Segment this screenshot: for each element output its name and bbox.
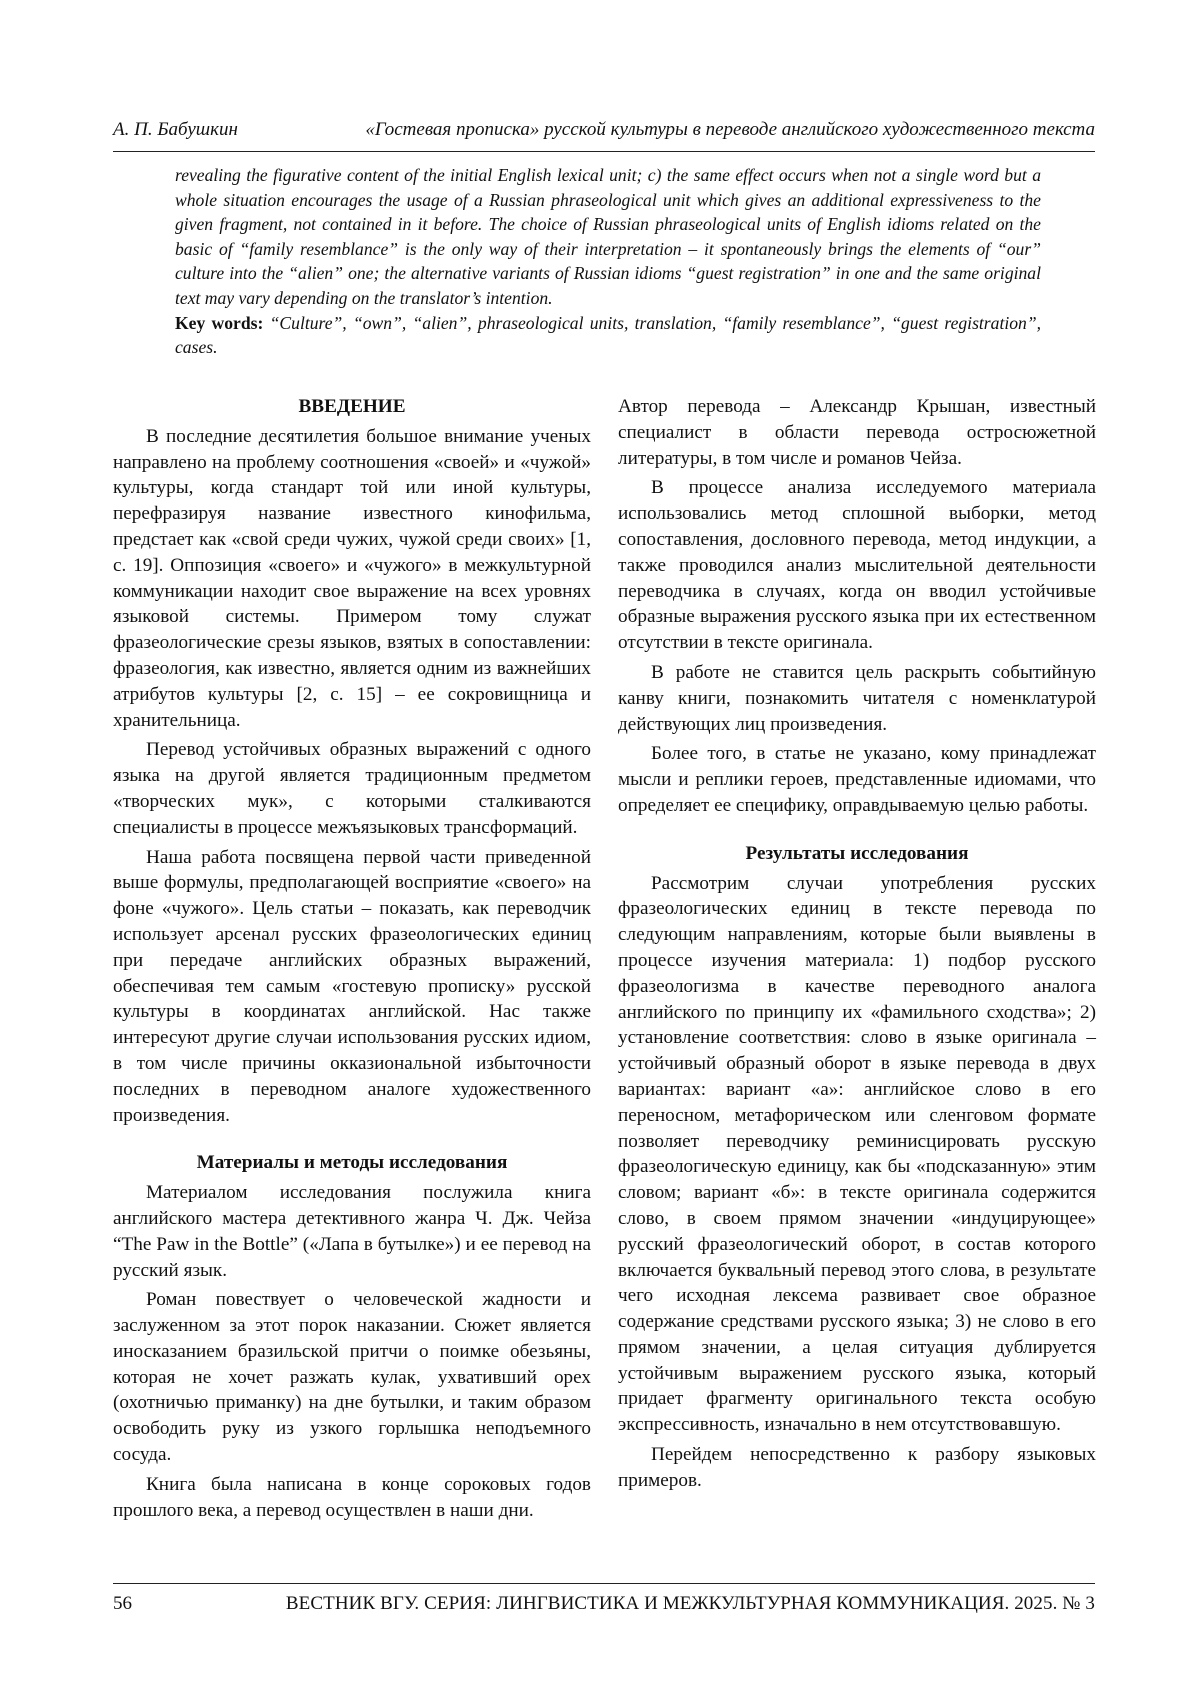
results-heading: Результаты исследования	[745, 842, 969, 864]
intro-paragraph-1: В последние десятилетия большое внимание ученых направлено на проблему соотношения «своей» и «чужой» культуры, когда стандарт той или иной культуры, перефразируя название известного кинофильма, предстает как «свой среди чужих, чужой среди своих» [1, с. 19]. Оппозиция «своего» и «чужого» в межкультурной коммуникации находит свое выражение на всех уровнях языковой системы. Примером тому служат фразеологические срезы языков, взятых в сопоставлении: фразеология, как известно, является одним из важнейших атрибутов культуры [2, с. 15] – ее сокровищница и хранительница.	[113, 425, 591, 731]
page-footer	[113, 1592, 1095, 1616]
results-paragraph-2: Перейдем непосредственно к разбору языковых примеров.	[618, 1444, 1096, 1491]
abstract	[175, 163, 1041, 360]
right-paragraph-3: Более того, в статье не указано, кому принадлежат мысли и реплики героев, представленные идиомами, что определяет ее специфику, оправдываемую целью работы.	[618, 743, 1096, 816]
methods-paragraph-3: Книга была написана в конце сороковых годов прошлого века, а перевод осуществлен в наши дни.	[113, 1473, 591, 1521]
methods-paragraph-1: Материалом исследования послужила книга английского мастера детективного жанра Ч. Дж. Чейза “The Paw in the Bottle” («Лапа в бутылке») и ее перевод на русский язык.	[113, 1182, 591, 1281]
intro-paragraph-3: Наша работа посвящена первой части приведенной выше формулы, предполагающей восприятие «своего» на фоне «чужого». Цель статьи – показать, как переводчик использует арсенал русских фразеологических единиц при передаче английских образных выражений, обеспечивая тем самым «гостевую прописку» русской культуры в координатах английской. Нас также интересуют другие случаи использования русских идиом, в том числе причины окказиональной избыточности последних в переводном аналоге художественного произведения.	[113, 846, 591, 1126]
left-column	[113, 394, 591, 1527]
header-rule	[113, 151, 1095, 152]
keywords-label: Key words:	[175, 312, 264, 333]
journal-name: ВЕСТНИК ВГУ. СЕРИЯ: ЛИНГВИСТИКА И МЕЖКУЛЬТУРНАЯ КОММУНИКАЦИЯ. 2025. № 3	[285, 1593, 1095, 1614]
journal-page	[113, 0, 1095, 1697]
methods-heading: Материалы и методы исследования	[196, 1152, 508, 1174]
running-head-author: А. П. Бабушкин	[113, 119, 238, 140]
continuation-paragraph: Автор перевода – Александр Крышан, известный специалист в области перевода остросюжетной литературы, в том числе и романов Чейза.	[618, 396, 1096, 469]
abstract-text: revealing the figurative content of the initial English lexical unit; c) the same effect occurs when not a single word but a whole situation encourages the usage of a Russian phraseological unit which gives an additional expressiveness to the given fragment, not contained in it before. The choice of Russian phraseological units of English idioms related on the basic of “family resemblance” is the only way of their interpretation – it spontaneously brings the elements of “our” culture into the “alien” one; the alternative variants of Russian idioms “guest registration” in one and the same original text may vary depending on the translator’s intention.	[175, 165, 1041, 308]
running-head	[113, 118, 1095, 142]
right-paragraph-2: В работе не ставится цель раскрыть событийную канву книги, познакомить читателя с номенклатурой действующих лиц произведения.	[618, 661, 1096, 735]
right-column	[618, 394, 1096, 1498]
intro-heading: ВВЕДЕНИЕ	[298, 396, 406, 417]
keywords-text: “Culture”, “own”, “alien”, phraseological units, translation, “family resemblance”, “guest registration”, cases.	[175, 312, 1041, 358]
intro-paragraph-2: Перевод устойчивых образных выражений с одного языка на другой является традиционным предметом «творческих мук», с которыми сталкиваются специалисты в процессе межъязыковых трансформаций.	[113, 739, 591, 838]
keywords	[175, 311, 1041, 360]
right-paragraph-1: В процессе анализа исследуемого материала использовались метод сплошной выборки, метод сопоставления, дословного перевода, метод индукции, а также проводился анализ мыслительной деятельности переводчика в случаях, когда он вводил устойчивые образные выражения русского языка при их естественном отсутствии в тексте оригинала.	[618, 477, 1096, 654]
running-head-title: «Гостевая прописка» русской культуры в переводе английского художественного текста	[365, 119, 1095, 140]
footer-rule	[113, 1583, 1095, 1584]
page-number: 56	[113, 1593, 132, 1614]
body-columns	[113, 394, 1095, 1564]
results-paragraph-1: Рассмотрим случаи употребления русских фразеологических единиц в тексте перевода по следующим направлениям, которые были выявлены в процессе изучения материала: 1) подбор русского фразеологизма в качестве переводного аналога английского по принципу их «фамильного сходства»; 2) установление соответствия: слово в языке оригинала – устойчивый образный оборот в языке перевода в двух вариантах: вариант «а»: английское слово в его переносном, метафорическом или сленговом формате позволяет переводчику реминисцировать русскую фразеологическую единицу, как бы «подсказанную» этим словом; вариант «б»: в тексте оригинала содержится слово, в своем прямом значении «индуцирующее» русский фразеологический оборот, в состав которого включается буквальный перевод этого слова, в результате чего исходная лексема развивает свое образное содержание средствами русского языка; 3) не слово в его прямом значении, а целая ситуация дублируется устойчивым выражением русского языка, который придает фрагменту оригинального текста особую экспрессивность, изначально в нем отсутствовавшую.	[618, 872, 1096, 1436]
methods-paragraph-2: Роман повествует о человеческой жадности и заслуженном за этот порок наказании. Сюжет является иносказанием бразильской притчи о поимке обезьяны, которая не хочет разжать кулак, ухвативший орех (охотничью приманку) на дне бутылки, и таким образом освободить руку из узкого горлышка неподъемного сосуда.	[113, 1289, 591, 1466]
